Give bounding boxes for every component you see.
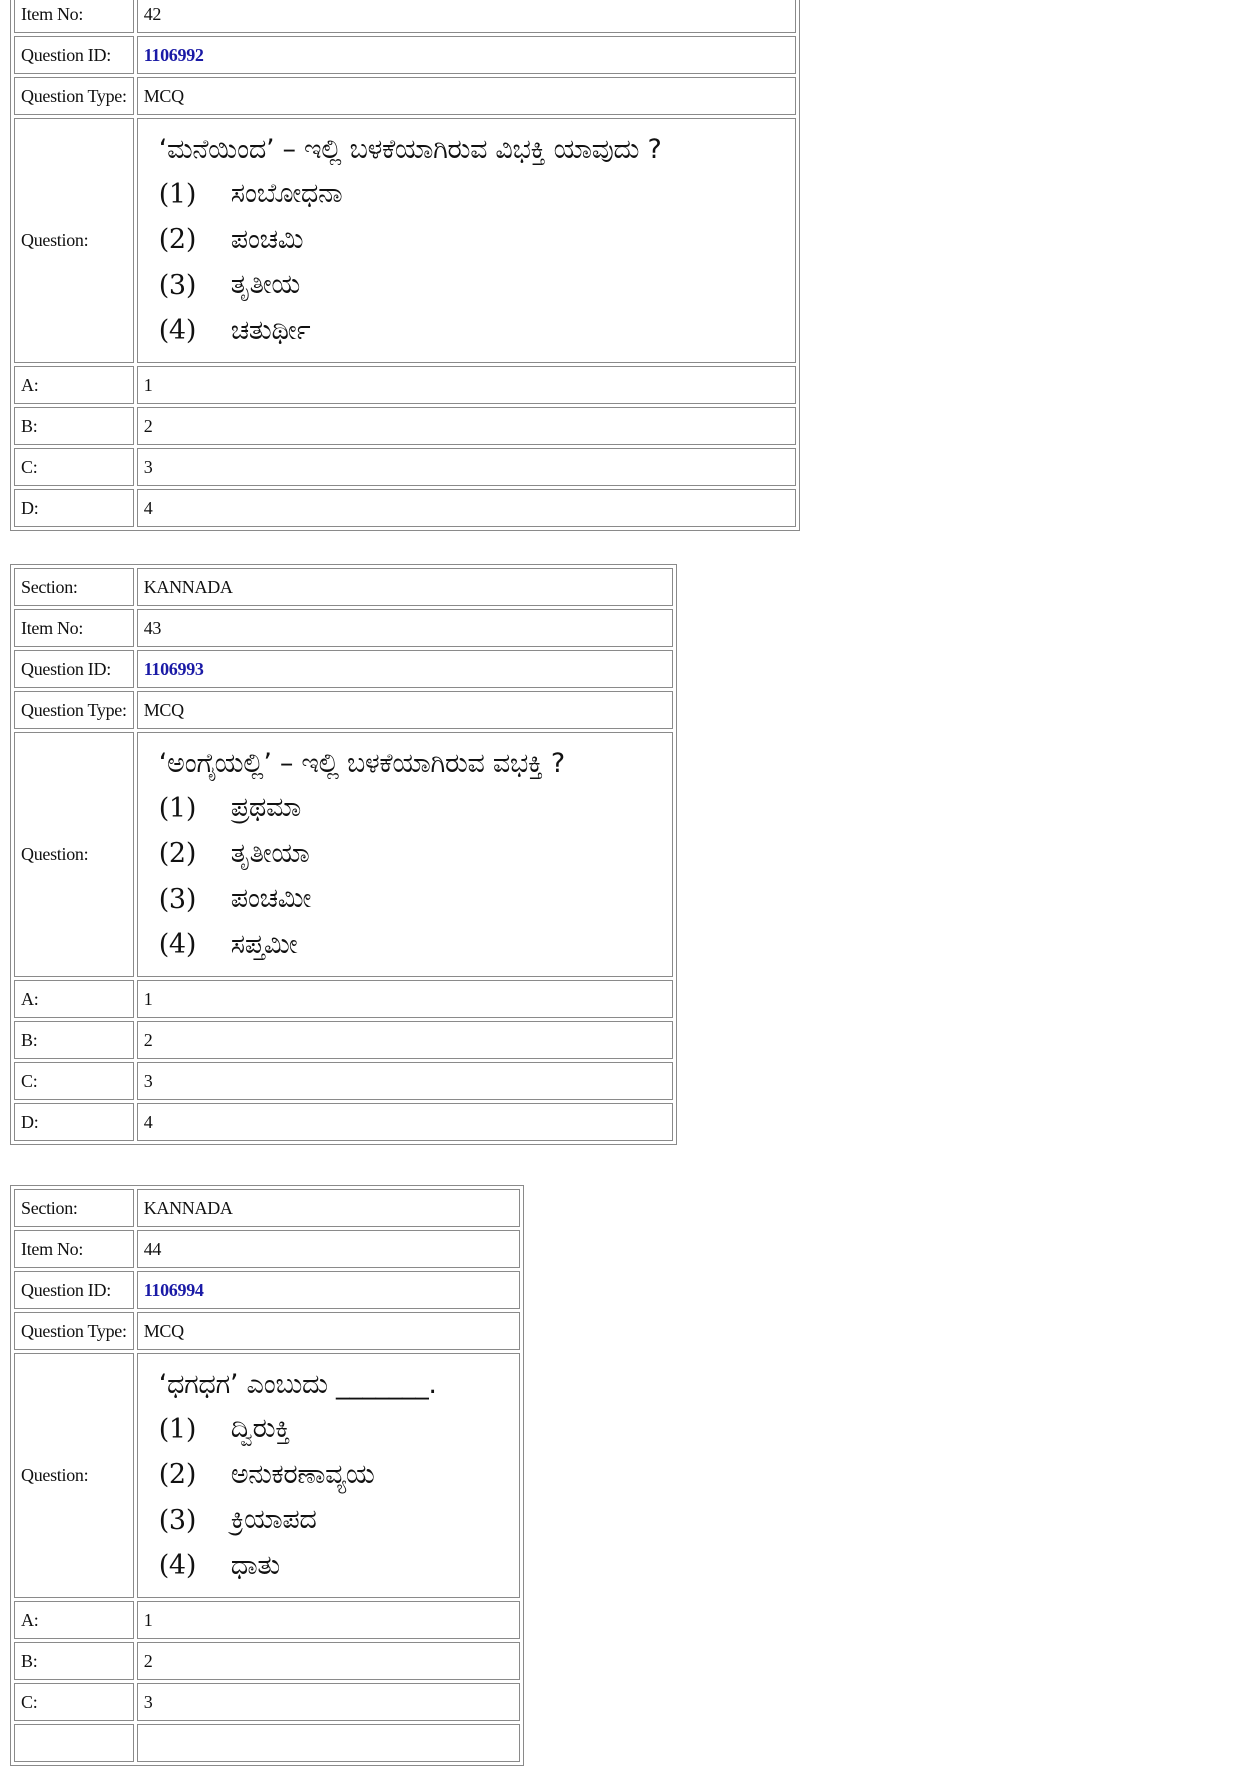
question-id-value: 1106993 — [137, 650, 673, 688]
section-value: KANNADA — [137, 1189, 520, 1227]
question-row — [14, 732, 673, 977]
question-body — [137, 732, 673, 977]
answer-d-label: D: — [14, 1103, 134, 1141]
answer-d-row — [14, 1724, 520, 1762]
question-body — [137, 1353, 520, 1598]
answer-c-label: C: — [14, 1062, 134, 1100]
answer-a-row — [14, 1601, 520, 1639]
option-text: ದ್ವಿರುಕ್ತಿ — [230, 1413, 290, 1445]
answer-a-label: A: — [14, 1601, 134, 1639]
question-row — [14, 118, 796, 363]
question-type-value: MCQ — [137, 691, 673, 729]
option-text: ತೃತೀಯ — [230, 269, 301, 301]
item-no-row — [14, 0, 796, 33]
answer-d-label: D: — [14, 489, 134, 527]
question-type-row — [14, 1312, 520, 1350]
option-text: ಅನುಕರಣಾವ್ಯಯ — [230, 1458, 375, 1490]
section-label: Section: — [14, 568, 134, 606]
question-id-label: Question ID: — [14, 650, 134, 688]
option-number: (2) — [158, 224, 197, 256]
option-number: (3) — [158, 883, 197, 915]
section-label: Section: — [14, 1189, 134, 1227]
question-label: Question: — [14, 1353, 134, 1598]
option-text: ಪ್ರಥಮಾ — [230, 792, 301, 824]
question-id-value: 1106994 — [137, 1271, 520, 1309]
answer-b-label: B: — [14, 1642, 134, 1680]
option-2 — [159, 1452, 513, 1498]
option-3 — [159, 877, 666, 923]
answer-a-row — [14, 366, 796, 404]
option-3 — [159, 1498, 513, 1544]
answer-b-label: B: — [14, 1021, 134, 1059]
option-number: (4) — [158, 1550, 197, 1582]
answer-b-row — [14, 1021, 673, 1059]
question-type-row — [14, 691, 673, 729]
answer-b-row — [14, 407, 796, 445]
option-4 — [159, 922, 666, 968]
question-table-43 — [10, 564, 677, 1145]
option-number: (1) — [158, 792, 197, 824]
question-id-label: Question ID: — [14, 1271, 134, 1309]
section-row — [14, 1189, 520, 1227]
item-no-value: 44 — [137, 1230, 520, 1268]
question-label: Question: — [14, 118, 134, 363]
answer-c-label: C: — [14, 448, 134, 486]
answer-c-value: 3 — [137, 1683, 520, 1721]
option-number: (2) — [158, 838, 197, 870]
option-text: ಸಪ್ತಮೀ — [230, 928, 298, 960]
option-text: ಕ್ರಿಯಾಪದ — [230, 1504, 317, 1536]
question-type-value: MCQ — [137, 1312, 520, 1350]
answer-d-label — [14, 1724, 134, 1762]
question-id-value: 1106992 — [137, 36, 796, 74]
item-no-value: 43 — [137, 609, 673, 647]
item-no-label: Item No: — [14, 1230, 134, 1268]
answer-a-value: 1 — [137, 980, 673, 1018]
question-id-row — [14, 36, 796, 74]
answer-c-row — [14, 448, 796, 486]
question-stem: ‘ಧಗಧಗ’ ಎಂಬುದು _______. — [158, 1368, 437, 1400]
option-number: (2) — [158, 1459, 197, 1491]
question-type-label: Question Type: — [14, 1312, 134, 1350]
question-body — [137, 118, 796, 363]
question-stem: ‘ಅಂಗೈಯಲ್ಲಿ’ – ಇಲ್ಲಿ ಬಳಕೆಯಾಗಿರುವ ವಭಕ್ತಿ ? — [158, 747, 565, 779]
answer-c-value: 3 — [137, 448, 796, 486]
item-no-label: Item No: — [14, 0, 134, 33]
question-id-label: Question ID: — [14, 36, 134, 74]
option-number: (4) — [158, 929, 197, 961]
question-stem: ‘ಮನೆಯಿಂದ’ – ಇಲ್ಲಿ ಬಳಕೆಯಾಗಿರುವ ವಿಭಕ್ತಿ ಯಾವುದು ? — [158, 133, 662, 165]
question-type-value: MCQ — [137, 77, 796, 115]
question-table-44 — [10, 1185, 524, 1766]
option-4 — [159, 1543, 513, 1589]
question-type-label: Question Type: — [14, 77, 134, 115]
answer-b-value: 2 — [137, 1021, 673, 1059]
answer-c-value: 3 — [137, 1062, 673, 1100]
question-table-42 — [10, 0, 800, 531]
question-id-row — [14, 1271, 520, 1309]
option-text: ತೃತೀಯಾ — [230, 837, 310, 869]
option-text: ಧಾತು — [230, 1549, 280, 1581]
question-type-row — [14, 77, 796, 115]
answer-b-row — [14, 1642, 520, 1680]
option-3 — [159, 263, 789, 309]
item-no-row — [14, 1230, 520, 1268]
option-text: ಸಂಬೋಧನಾ — [230, 178, 343, 210]
answer-c-row — [14, 1062, 673, 1100]
option-text: ಪಂಚಮೀ — [230, 883, 312, 915]
question-id-row — [14, 650, 673, 688]
option-text: ಪಂಚಮಿ — [230, 223, 304, 255]
answer-b-value: 2 — [137, 1642, 520, 1680]
section-row — [14, 568, 673, 606]
answer-d-row — [14, 1103, 673, 1141]
option-2 — [159, 217, 789, 263]
item-no-value: 42 — [137, 0, 796, 33]
answer-a-row — [14, 980, 673, 1018]
question-label: Question: — [14, 732, 134, 977]
answer-c-row — [14, 1683, 520, 1721]
answer-c-label: C: — [14, 1683, 134, 1721]
section-value: KANNADA — [137, 568, 673, 606]
answer-b-value: 2 — [137, 407, 796, 445]
option-number: (1) — [158, 1413, 197, 1445]
answer-d-value — [137, 1724, 520, 1762]
answer-a-label: A: — [14, 980, 134, 1018]
question-type-label: Question Type: — [14, 691, 134, 729]
item-no-label: Item No: — [14, 609, 134, 647]
option-text: ಚತುರ್ಥೀ — [230, 314, 311, 346]
option-4 — [159, 308, 789, 354]
option-number: (4) — [158, 315, 197, 347]
option-1 — [159, 1407, 513, 1453]
option-number: (1) — [158, 178, 197, 210]
answer-a-value: 1 — [137, 1601, 520, 1639]
item-no-row — [14, 609, 673, 647]
answer-b-label: B: — [14, 407, 134, 445]
answer-a-label: A: — [14, 366, 134, 404]
answer-d-row — [14, 489, 796, 527]
answer-d-value: 4 — [137, 1103, 673, 1141]
option-1 — [159, 172, 789, 218]
answer-a-value: 1 — [137, 366, 796, 404]
option-1 — [159, 786, 666, 832]
answer-d-value: 4 — [137, 489, 796, 527]
option-number: (3) — [158, 269, 197, 301]
question-row — [14, 1353, 520, 1598]
option-2 — [159, 831, 666, 877]
option-number: (3) — [158, 1504, 197, 1536]
